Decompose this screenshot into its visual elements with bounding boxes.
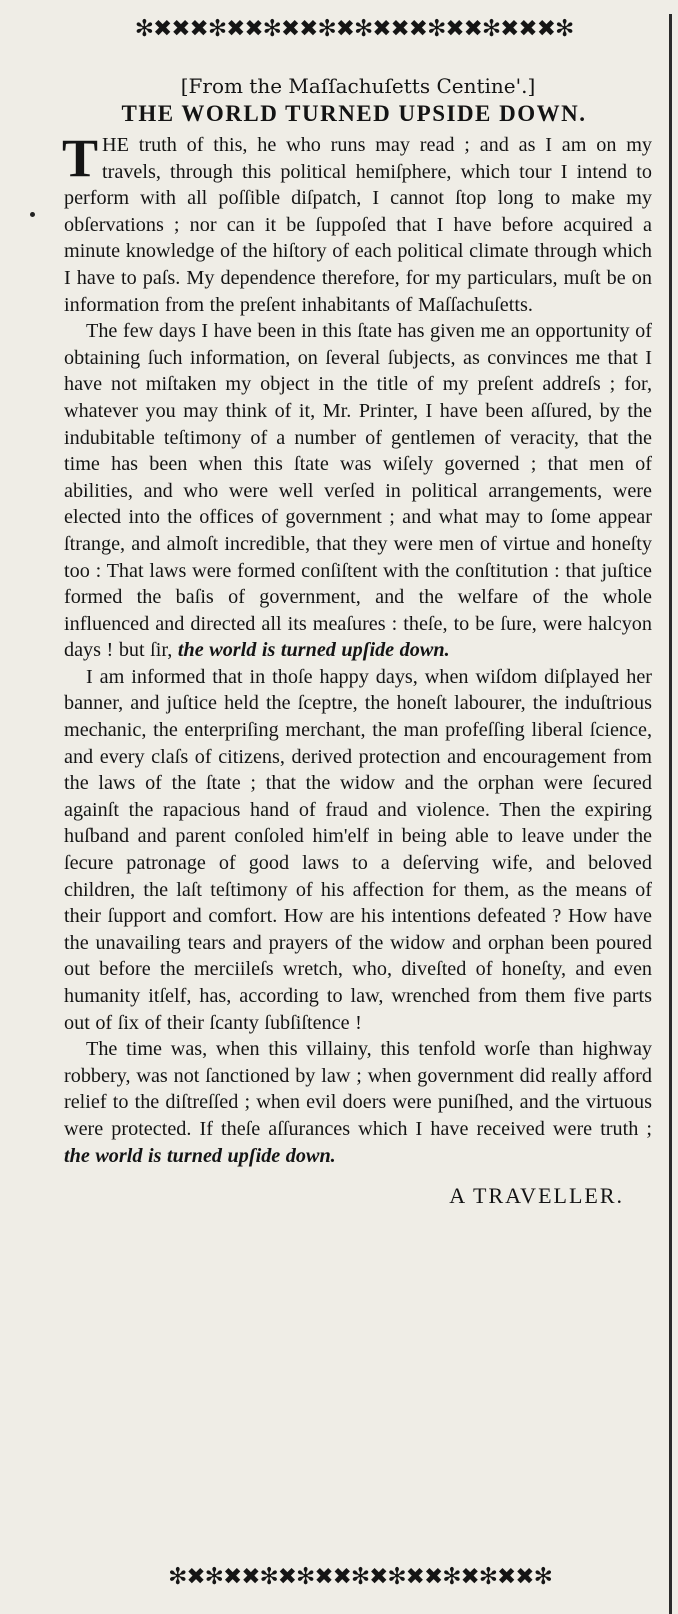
refrain-2: the world is turned upſide down.: [64, 1144, 336, 1167]
paragraph-4: [64, 1036, 652, 1169]
article-body: [62, 128, 652, 1169]
margin-dot: [30, 212, 35, 217]
paragraph-3-text: I am informed that in thoſe happy days, when wiſdom diſplayed her banner, and juſtice held the ſceptre, the honeſt labourer, the induſtrious mechanic, the enterpriſing merchant, the man profeſſing liberal ſcience, and every claſs of citizens, derived protection and encouragement from the laws of the ſtate ; that the widow and the orphan were ſecured againſt the rapacious hand of fraud and violence. Then the expiring huſband and parent conſoled him'elf in being able to leave under the ſecure patronage of good laws to a deſerving wife, and beloved children, the laſt teſtimony of his affection for them, as the means of their ſupport and comfort. How are his intentions defeated ? How have the unavailing tears and prayers of the widow and orphan been poured out before the merciileſs wretch, who, diveſted of honeſty, and even humanity itſelf, has, according to law, wrenched from them five parts out of ſix of their ſcanty ſubſiſtence !: [64, 665, 652, 1034]
source-line: [From the Maſſachuſetts Centine'.]: [180, 74, 536, 98]
drop-cap: T: [62, 128, 99, 188]
refrain-1: the world is turned upſide down.: [177, 639, 450, 662]
article-headline: THE WORLD TURNED UPSIDE DOWN.: [121, 101, 587, 126]
column-rule: [669, 14, 672, 1614]
paragraph-3: [64, 664, 652, 1036]
ornament-border-bottom: ✻✖✻✖✖✻✖✻✖✖✻✖✻✖✖✻✖✻✖✖✻: [168, 1564, 552, 1590]
paragraph-1-text: HE truth of this, he who runs may read ; and as I am on my travels, through this political hemiſphere, which tour I intend to perform with all poſſible diſpatch, I cannot ſtop long to make my obſervations ; nor can it be ſuppoſed that I have before acquired a minute knowledge of the hiſtory of each political climate through which I have to paſs. My dependence therefore, for my particulars, muſt be on information from the preſent inhabitants of Maſſachuſetts.: [64, 134, 652, 316]
paragraph-2-text: The few days I have been in this ſtate has given me an opportunity of obtaining ſuch information, on ſeveral ſubjects, as convinces me that I have not miſtaken my object in the title of my preſent addreſs ; for, whatever you may think of it, Mr. Printer, I have been aſſured, by the indubitable teſtimony of a number of gentlemen of veracity, that the time has been when this ſtate was wiſely governed ; that men of abilities, and who were well verſed in political arrangements, were elected into the offices of government ; and what may to ſome appear ſtrange, and almoſt incredible, that they were men of virtue and honeſty too : That laws were formed conſiſtent with the conſtitution : that juſtice formed the baſis of government, and the welfare of the whole influenced and directed all its meaſures : theſe, to be ſure, were halcyon days ! but ſir,: [64, 320, 652, 662]
newspaper-clipping: [0, 14, 678, 1614]
ornament-border-top: ✻✖✖✖✻✖✖✻✖✖✻✖✻✖✖✖✻✖✖✻✖✖✖✻: [134, 16, 574, 42]
paragraph-1: [62, 128, 652, 318]
paragraph-2: [64, 318, 652, 664]
paragraph-4-text: The time was, when this villainy, this tenfold worſe than highway robbery, was not ſanctioned by law ; when government did really afford relief to the diſtreſſed ; when evil doers were puniſhed, and the virtuous were protected. If theſe aſſurances which I have received were truth ;: [64, 1038, 652, 1140]
signature: A TRAVELLER.: [449, 1183, 624, 1209]
